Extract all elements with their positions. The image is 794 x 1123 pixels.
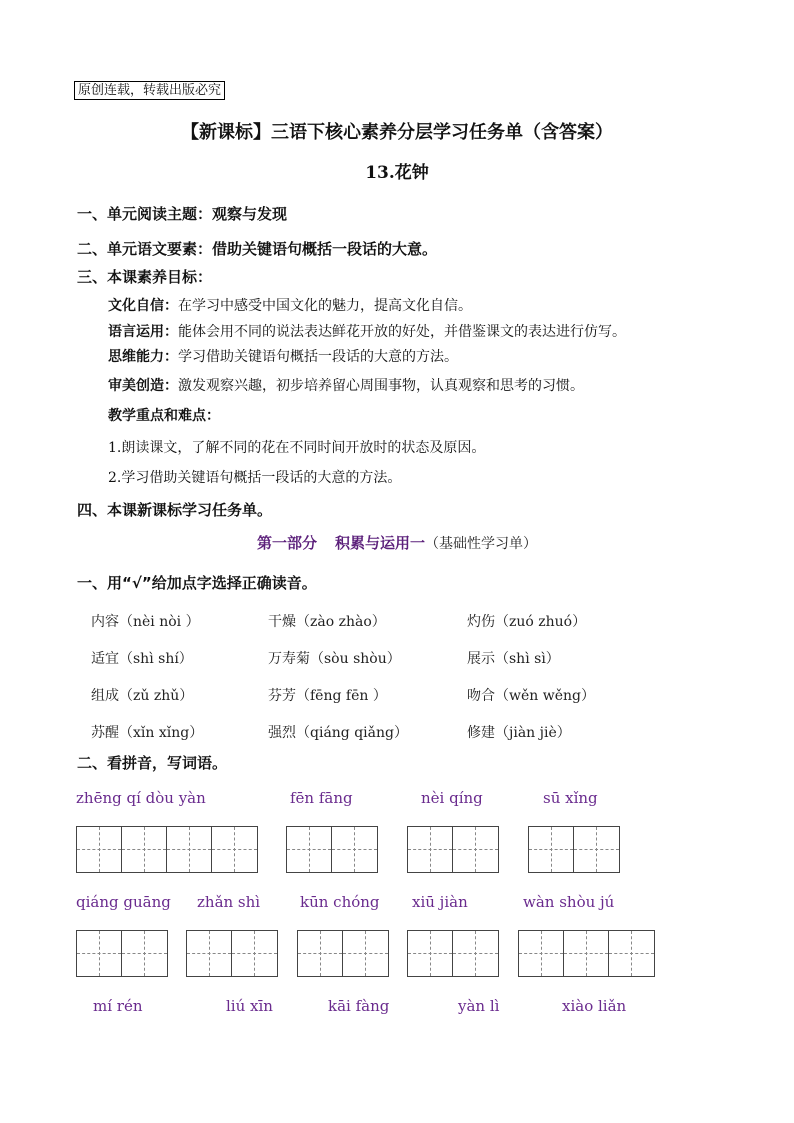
pinyin-prompt: liú xīn <box>226 997 273 1015</box>
grid-cell[interactable] <box>453 827 498 872</box>
pinyin-prompt: qiáng guāng <box>76 893 171 911</box>
section-reading-theme: 一、单元阅读主题：观察与发现 <box>77 205 288 223</box>
goal-culture: 文化自信：在学习中感受中国文化的魅力，提高文化自信。 <box>108 298 472 314</box>
pinyin-choice-item: 组成（zǔ zhǔ） <box>91 688 194 704</box>
pinyin-prompt: wàn shòu jú <box>523 893 615 911</box>
page-title: 【新课标】三语下核心素养分层学习任务单（含答案） <box>181 122 613 143</box>
grid-cell[interactable] <box>77 931 122 976</box>
pinyin-prompt: xiào liǎn <box>562 997 627 1015</box>
pinyin-choice-item: 内容（nèi nòi ） <box>91 614 200 630</box>
pinyin-prompt: zhēng qí dòu yàn <box>76 789 206 807</box>
section-language-element: 二、单元语文要素：借助关键语句概括一段话的大意。 <box>77 240 438 258</box>
pinyin-choice-item: 修建（jiàn jiè） <box>467 725 571 741</box>
grid-cell[interactable] <box>408 827 453 872</box>
pinyin-prompt: nèi qíng <box>421 789 483 807</box>
grid-cell[interactable] <box>332 827 377 872</box>
grid-cell[interactable] <box>232 931 277 976</box>
pinyin-prompt: kūn chóng <box>300 893 380 911</box>
key-point-2: 2.学习借助关键语句概括一段话的大意的方法。 <box>108 470 402 486</box>
grid-cell[interactable] <box>343 931 388 976</box>
pinyin-prompt: xiū jiàn <box>412 893 468 911</box>
pinyin-prompt: zhǎn shì <box>197 893 261 911</box>
pinyin-prompt: sū xǐng <box>543 789 598 807</box>
writing-grid[interactable] <box>286 826 378 873</box>
part-label: 第一部分 <box>256 534 317 552</box>
pinyin-choice-item: 强烈（qiáng qiǎng） <box>268 725 408 741</box>
grid-cell[interactable] <box>519 931 564 976</box>
pinyin-choice-item: 芬芳（fēng fēn ） <box>268 688 387 704</box>
pinyin-choice-item: 万寿菊（sòu shòu） <box>268 651 401 667</box>
writing-grid[interactable] <box>76 826 258 873</box>
pinyin-choice-item: 苏醒（xǐn xǐng） <box>91 725 204 741</box>
pinyin-choice-item: 干燥（zào zhào） <box>268 614 386 630</box>
grid-cell[interactable] <box>609 931 654 976</box>
writing-grid[interactable] <box>186 930 278 977</box>
part-note: （基础性学习单） <box>425 536 538 552</box>
writing-grid[interactable] <box>407 826 499 873</box>
key-points-heading: 教学重点和难点： <box>108 408 220 424</box>
grid-cell[interactable] <box>187 931 232 976</box>
grid-cell[interactable] <box>529 827 574 872</box>
question-2-heading: 二、看拼音，写词语。 <box>77 754 228 772</box>
goal-language: 语言运用：能体会用不同的说法表达鲜花开放的好处，并借鉴课文的表达进行仿写。 <box>108 324 626 340</box>
grid-cell[interactable] <box>574 827 619 872</box>
pinyin-prompt: mí rén <box>93 997 143 1015</box>
part-subtitle: 积累与运用一 <box>335 534 426 552</box>
copyright-badge: 原创连载，转载出版必究 <box>74 81 225 100</box>
grid-cell[interactable] <box>408 931 453 976</box>
key-point-1: 1.朗读课文，了解不同的花在不同时间开放时的状态及原因。 <box>108 440 486 456</box>
grid-cell[interactable] <box>564 931 609 976</box>
pinyin-prompt: kāi fàng <box>328 997 390 1015</box>
section-goals-heading: 三、本课素养目标： <box>77 268 213 286</box>
pinyin-choice-item: 展示（shì sì） <box>467 651 560 667</box>
writing-grid[interactable] <box>528 826 620 873</box>
writing-grid[interactable] <box>407 930 499 977</box>
writing-grid[interactable] <box>297 930 389 977</box>
question-1-heading: 一、用“√”给加点字选择正确读音。 <box>77 574 317 592</box>
grid-cell[interactable] <box>212 827 257 872</box>
pinyin-prompt: yàn lì <box>458 997 500 1015</box>
pinyin-choice-item: 适宜（shì shí） <box>91 651 193 667</box>
grid-cell[interactable] <box>453 931 498 976</box>
part-one-heading <box>0 532 794 553</box>
grid-cell[interactable] <box>122 931 167 976</box>
writing-grid[interactable] <box>518 930 655 977</box>
pinyin-choice-item: 灼伤（zuó zhuó） <box>467 614 587 630</box>
goal-aesthetic: 审美创造：激发观察兴趣，初步培养留心周围事物，认真观察和思考的习惯。 <box>108 378 584 394</box>
pinyin-prompt: fēn fāng <box>290 789 353 807</box>
grid-cell[interactable] <box>298 931 343 976</box>
goal-thinking: 思维能力：学习借助关键语句概括一段话的大意的方法。 <box>108 349 458 365</box>
grid-cell[interactable] <box>167 827 212 872</box>
writing-grid[interactable] <box>76 930 168 977</box>
grid-cell[interactable] <box>122 827 167 872</box>
lesson-title: 13.花钟 <box>365 163 429 183</box>
section-task-list: 四、本课新课标学习任务单。 <box>77 501 273 519</box>
grid-cell[interactable] <box>287 827 332 872</box>
pinyin-choice-item: 吻合（wěn wěng） <box>467 688 595 704</box>
grid-cell[interactable] <box>77 827 122 872</box>
